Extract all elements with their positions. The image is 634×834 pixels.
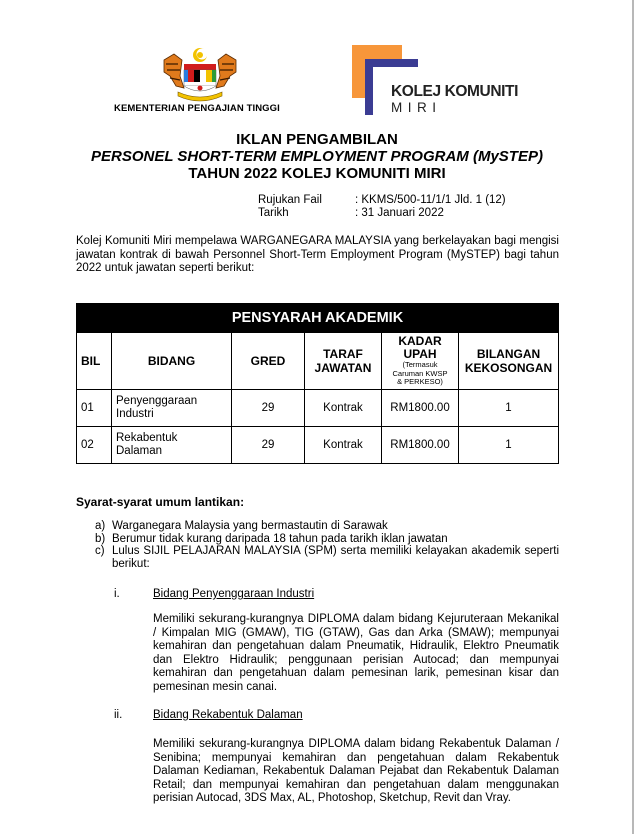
field-numeral: i.	[114, 588, 120, 600]
kolej-komuniti-logo-icon	[352, 45, 519, 115]
table-header-row	[77, 333, 559, 390]
malaysia-coat-of-arms-icon	[158, 46, 242, 102]
cell-bilangan: 1	[459, 427, 559, 464]
cell-bil: 01	[77, 390, 112, 427]
cell-bidang-line1: Rekabentuk	[116, 432, 178, 444]
header-gred: GRED	[232, 333, 305, 390]
header-bidang: BIDANG	[112, 333, 232, 390]
list-marker: a)	[95, 520, 106, 532]
list-item	[95, 533, 559, 546]
cell-bidang-line2: Dalaman	[116, 445, 163, 457]
reference-date-label: Tarikh	[258, 207, 289, 219]
cell-bidang-line2: Industri	[116, 408, 154, 420]
header-kadar-line2: UPAH	[403, 347, 437, 362]
reference-date	[258, 207, 444, 220]
cell-bilangan: 1	[459, 390, 559, 427]
list-text: Lulus SIJIL PELAJARAN MALAYSIA (SPM) serta memiliki kelayakan akademik seperti berikut:	[112, 545, 559, 570]
cell-kadar: RM1800.00	[382, 390, 459, 427]
cell-taraf: Kontrak	[305, 390, 382, 427]
header-bil: BIL	[77, 333, 112, 390]
field-heading: Bidang Rekabentuk Dalaman	[153, 709, 303, 721]
reference-date-value: : 31 Januari 2022	[355, 207, 444, 219]
header-taraf	[305, 333, 382, 390]
document-subtitle-year: TAHUN 2022 KOLEJ KOMUNITI MIRI	[188, 165, 446, 182]
header-kadar-note2: Caruman KWSP	[392, 368, 448, 378]
ministry-name: KEMENTERIAN PENGAJIAN TINGGI	[114, 103, 280, 114]
college-name-line1: KOLEJ KOMUNITI	[391, 83, 519, 100]
list-text: Warganegara Malaysia yang bermastautin di Sarawak	[112, 520, 388, 532]
cell-bil: 02	[77, 427, 112, 464]
requirements-list	[95, 520, 559, 570]
list-text: Berumur tidak kurang daripada 18 tahun pada tarikh iklan jawatan	[112, 532, 448, 545]
list-marker: b)	[95, 532, 106, 545]
table-title: PENSYARAH AKADEMIK	[77, 304, 559, 333]
intro-paragraph: Kolej Komuniti Miri mempelawa WARGANEGARA MALAYSIA yang berkelayakan bagi mengisi jawatan kontrak di bawah Personnel Short-Term Employment Program (MySTEP) bagi tahun 2022 untuk jawatan seperti berikut:	[76, 235, 559, 274]
cell-kadar: RM1800.00	[382, 427, 459, 464]
header-kadar-note1: (Termasuk	[402, 360, 438, 370]
cell-taraf: Kontrak	[305, 427, 382, 464]
reference-file-value: : KKMS/500-11/1/1 Jld. 1 (12)	[355, 194, 506, 206]
requirements-heading: Syarat-syarat umum lantikan:	[76, 495, 245, 509]
cell-gred: 29	[232, 390, 305, 427]
header-bilangan	[459, 333, 559, 390]
cell-bidang	[112, 390, 232, 427]
header-taraf-line2: JAWATAN	[314, 361, 372, 375]
college-name-line2: MIRI	[391, 100, 442, 115]
header-bilangan-line2: KEKOSONGAN	[464, 361, 553, 375]
header-bilangan-line1: BILANGAN	[476, 347, 541, 361]
cell-bidang-line1: Penyenggaraan	[116, 395, 198, 407]
table-row	[77, 427, 559, 464]
header-kadar-note3: & PERKESO)	[397, 377, 443, 387]
reference-file	[258, 194, 506, 207]
positions-table	[76, 303, 559, 464]
header-kadar-line1: KADAR	[398, 334, 442, 349]
list-item	[95, 545, 559, 570]
header-taraf-line1: TARAF	[323, 347, 363, 361]
cell-bidang	[112, 427, 232, 464]
field-heading: Bidang Penyenggaraan Industri	[153, 588, 315, 600]
document-subtitle: PERSONEL SHORT-TERM EMPLOYMENT PROGRAM (MySTEP)	[91, 148, 543, 165]
cell-gred: 29	[232, 427, 305, 464]
field-description: Memiliki sekurang-kurangnya DIPLOMA dalam bidang Kejuruteraan Mekanikal / Kimpalan MIG (GMAW), TIG (GTAW), Gas dan Arka (SMAW); mempunyai kemahiran dan pengetahuan dalam Pneumatik, Hidraulik, Elektro Pneumatik dan Elektro Hidraulik; penggunaan perisian Autocad; dan mempunyai kemahiran dan pengetahuan dalam pemesinan larik, pemesinan kisar dan pemesinan mesin canai.	[153, 613, 559, 693]
document-title: IKLAN PENGAMBILAN	[236, 131, 398, 148]
list-item	[95, 520, 559, 533]
table-row	[77, 390, 559, 427]
field-numeral: ii.	[114, 709, 123, 721]
header-kadar	[382, 333, 459, 390]
list-marker: c)	[95, 545, 105, 557]
field-description: Memiliki sekurang-kurangnya DIPLOMA dalam bidang Rekabentuk Dalaman / Senibina; mempunyai kemahiran dan pengetahuan dalam Rekabentuk Dalaman Kediaman, Rekabentuk Dalaman Pejabat dan Rekabentuk Dalaman Retail; dan mempunyai kemahiran dan pengetahuan dalam menggunakan perisian Autocad, 3DS Max, AL, Photoshop, Sketchup, Revit dan Vray.	[153, 738, 559, 804]
reference-file-label: Rujukan Fail	[258, 194, 322, 206]
